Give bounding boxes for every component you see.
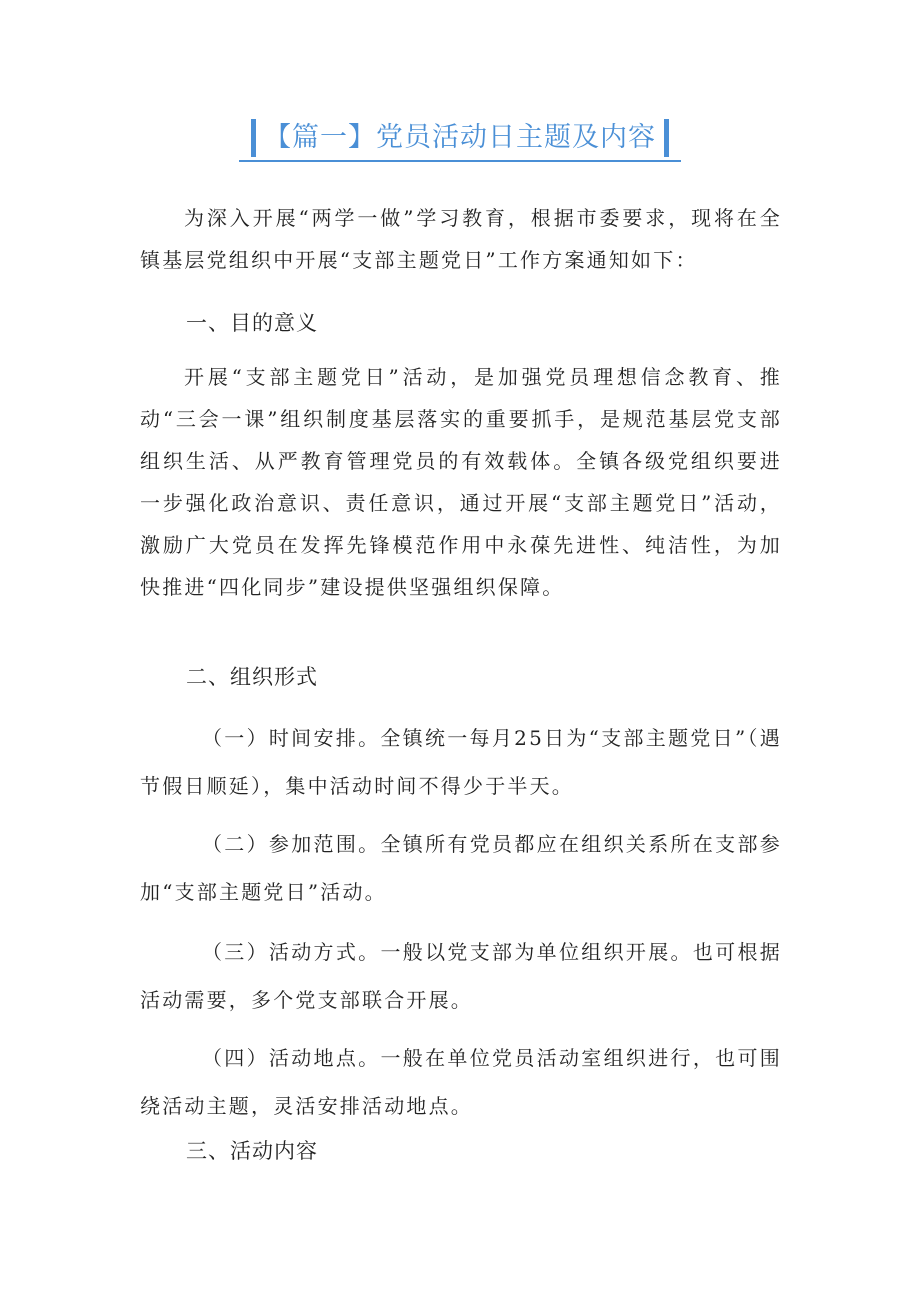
title-right-bar — [664, 119, 669, 157]
section-1-heading: 一、目的意义 — [186, 311, 318, 335]
title-left-bar — [251, 119, 256, 157]
intro-paragraph: 为深入开展“两学一做”学习教育，根据市委要求，现将在全镇基层党组织中开展“支部主题党日”工作方案通知如下： — [140, 206, 782, 272]
section-1-body: 开展“支部主题党日”活动，是加强党员理想信念教育、推动“三会一课”组织制度基层落实的重要抓手，是规范基层党支部组织生活、从严教育管理党员的有效载体。全镇各级党组织要进一步强化政治意识、责任意识，通过开展“支部主题党日”活动，激励广大党员在发挥先锋模范作用中永葆先进性、纯洁性，为加快推进“四化同步”建设提供坚强组织保障。 — [140, 365, 782, 599]
section-2-item-4: （四）活动地点。一般在单位党员活动室组织进行，也可围绕活动主题，灵活安排活动地点。 — [140, 1046, 782, 1118]
section-3-heading: 三、活动内容 — [186, 1139, 318, 1163]
title-block — [0, 118, 920, 162]
section-2-heading: 二、组织形式 — [186, 665, 318, 689]
document-title — [239, 118, 681, 162]
section-2-item-3: （三）活动方式。一般以党支部为单位组织开展。也可根据活动需要，多个党支部联合开展。 — [140, 940, 782, 1012]
section-2-item-2: （二）参加范围。全镇所有党员都应在组织关系所在支部参加“支部主题党日”活动。 — [140, 832, 782, 904]
section-2-item-1: （一）时间安排。全镇统一每月25日为“支部主题党日”（遇节假日顺延），集中活动时间不得少于半天。 — [140, 726, 782, 798]
document-title-text: 【篇一】党员活动日主题及内容 — [264, 122, 656, 153]
